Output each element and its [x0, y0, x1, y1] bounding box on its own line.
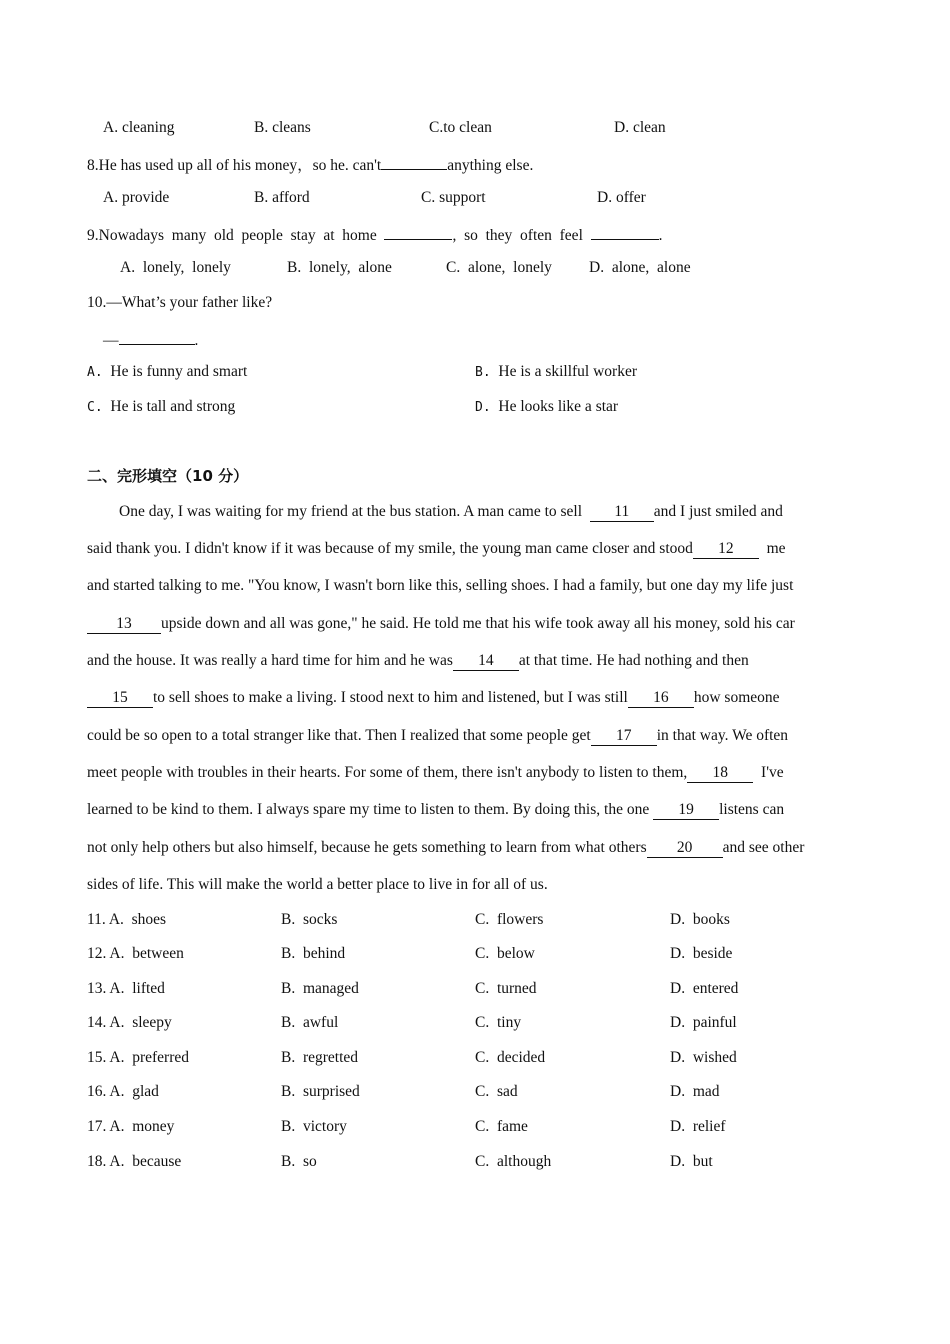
q8-option-a[interactable]: A. provide: [103, 189, 170, 206]
q8-options: [87, 188, 867, 208]
passage-text: listens can: [719, 801, 785, 818]
passage-text: One day, I was waiting for my friend at the bus station. A man came to sell: [119, 503, 586, 520]
answer-option-d[interactable]: D. relief: [670, 1118, 726, 1135]
q8-prefix: 8.He has used up all of his money，so he. can't: [87, 157, 382, 174]
passage-text: I've: [753, 764, 784, 781]
q10-option-c-letter: C.: [87, 400, 103, 415]
q10-option-d-text: He looks like a star: [498, 398, 619, 415]
passage-text: me: [758, 540, 786, 557]
passage-text: to sell shoes to make a living. I stood next to him and listened, but I was still: [153, 689, 628, 706]
answer-option-a[interactable]: 16. A. glad: [87, 1083, 159, 1100]
passage-text: and the house. It was really a hard time for him and he was: [87, 652, 453, 669]
passage-line-6: [87, 688, 780, 708]
q10-period: .: [194, 332, 199, 349]
q9-option-c[interactable]: C. alone, lonely: [446, 259, 552, 276]
passage-text: upside down and all was gone," he said. He told me that his wife took away all his money, sold his car: [161, 615, 795, 632]
answer-option-b[interactable]: B. surprised: [281, 1083, 360, 1100]
passage-text: and see other: [722, 839, 805, 856]
passage-text: not only help others but also himself, because he gets something to learn from what others: [87, 839, 647, 856]
blank-18[interactable]: 18: [687, 764, 753, 783]
q9-option-a[interactable]: A. lonely, lonely: [120, 259, 231, 276]
answer-row: [87, 979, 867, 999]
answer-option-c[interactable]: C. decided: [475, 1049, 546, 1066]
answer-option-c[interactable]: C. turned: [475, 980, 537, 997]
q9-question: [87, 223, 663, 246]
answer-option-a[interactable]: 13. A. lifted: [87, 980, 165, 997]
q8-option-c[interactable]: C. support: [421, 189, 486, 206]
q8-question: [87, 153, 533, 176]
answer-option-b[interactable]: B. behind: [281, 945, 346, 962]
q8-option-b[interactable]: B. afford: [254, 189, 310, 206]
answer-option-a[interactable]: 15. A. preferred: [87, 1049, 189, 1066]
answer-option-d[interactable]: D. wished: [670, 1049, 737, 1066]
q10-option-b[interactable]: [475, 362, 637, 383]
answer-row: [87, 1117, 867, 1137]
q9-blank-2[interactable]: [591, 223, 659, 240]
blank-12[interactable]: 12: [693, 540, 759, 559]
answer-option-d[interactable]: D. books: [670, 911, 730, 928]
answer-row: [87, 1082, 867, 1102]
passage-text: in that way. We often: [656, 727, 789, 744]
answer-option-b[interactable]: B. so: [281, 1153, 317, 1170]
passage-line-3: and started talking to me. "You know, I wasn't born like this, selling shoes. I had a family, but one day my life just: [87, 577, 794, 594]
q10-question: 10.—What’s your father like?: [87, 294, 273, 311]
answer-option-b[interactable]: B. managed: [281, 980, 359, 997]
answer-option-d[interactable]: D. painful: [670, 1014, 737, 1031]
passage-line-10: [87, 838, 804, 858]
answer-row: [87, 944, 867, 964]
passage-line-5: [87, 651, 749, 671]
q9-option-b[interactable]: B. lonely, alone: [287, 259, 392, 276]
answer-option-a[interactable]: 12. A. between: [87, 945, 184, 962]
q9-options: [87, 258, 867, 278]
answer-row: [87, 1152, 867, 1172]
passage-text: said thank you. I didn't know if it was because of my smile, the young man came closer and stood: [87, 540, 693, 557]
passage-text: learned to be kind to them. I always spare my time to listen to them. By doing this, the one: [87, 801, 654, 818]
q10-option-d-letter: D.: [475, 400, 491, 415]
answer-option-a[interactable]: 11. A. shoes: [87, 911, 167, 928]
passage-line-9: [87, 800, 784, 820]
q10-option-a-letter: A.: [87, 365, 103, 380]
answer-option-b[interactable]: B. awful: [281, 1014, 339, 1031]
blank-16[interactable]: 16: [628, 689, 694, 708]
answer-option-a[interactable]: 17. A. money: [87, 1118, 175, 1135]
answer-option-d[interactable]: D. mad: [670, 1083, 720, 1100]
passage-text: meet people with troubles in their hearts. For some of them, there isn't anybody to listen to them,: [87, 764, 688, 781]
q9-prefix: 9.Nowadays many old people stay at home: [87, 227, 377, 244]
answer-option-c[interactable]: C. although: [475, 1153, 552, 1170]
q8-suffix: anything else.: [447, 157, 534, 174]
answer-row: [87, 1048, 867, 1068]
q10-blank[interactable]: [119, 328, 195, 345]
passage-line-11: sides of life. This will make the world a better place to live in for all of us.: [87, 876, 548, 893]
blank-20[interactable]: 20: [647, 839, 723, 858]
answer-option-a[interactable]: 14. A. sleepy: [87, 1014, 172, 1031]
answer-option-b[interactable]: B. victory: [281, 1118, 347, 1135]
q9-option-d[interactable]: D. alone, alone: [589, 259, 691, 276]
answer-option-d[interactable]: D. entered: [670, 980, 739, 997]
passage-text: and I just smiled and: [653, 503, 783, 520]
passage-line-1: [119, 502, 783, 522]
blank-15[interactable]: 15: [87, 689, 153, 708]
q9-blank-1[interactable]: [384, 223, 452, 240]
q7-options: [87, 118, 867, 138]
answer-row: [87, 1013, 867, 1033]
section-2-title: 二、完形填空（10 分）: [87, 467, 249, 485]
q10-option-b-text: He is a skillful worker: [498, 363, 638, 380]
q10-dash: —: [103, 332, 119, 349]
q10-option-c-text: He is tall and strong: [110, 398, 236, 415]
answer-option-c[interactable]: C. below: [475, 945, 535, 962]
q8-blank[interactable]: [381, 153, 447, 170]
blank-11[interactable]: 11: [590, 503, 654, 522]
answer-option-c[interactable]: C. sad: [475, 1083, 518, 1100]
q10-option-a[interactable]: [87, 362, 247, 383]
answer-option-c[interactable]: C. fame: [475, 1118, 528, 1135]
passage-text: at that time. He had nothing and then: [518, 652, 749, 669]
passage-text: could be so open to a total stranger like that. Then I realized that some people get: [87, 727, 591, 744]
q9-suffix: .: [658, 227, 663, 244]
passage-line-7: [87, 726, 788, 746]
q10-option-b-letter: B.: [475, 365, 491, 380]
q10-answer-line: [103, 328, 198, 351]
passage-line-2: [87, 539, 786, 559]
answer-option-b[interactable]: B. socks: [281, 911, 338, 928]
blank-13[interactable]: 13: [87, 615, 161, 634]
q8-option-d[interactable]: D. offer: [597, 189, 646, 206]
answer-option-c[interactable]: C. flowers: [475, 911, 544, 928]
passage-line-8: [87, 763, 784, 783]
answer-option-b[interactable]: B. regretted: [281, 1049, 359, 1066]
answer-option-d[interactable]: D. but: [670, 1153, 713, 1170]
blank-19[interactable]: 19: [653, 801, 719, 820]
q9-mid: , so they often feel: [452, 227, 583, 244]
answer-option-a[interactable]: 18. A. because: [87, 1153, 182, 1170]
q10-option-d[interactable]: [475, 397, 618, 418]
answer-option-d[interactable]: D. beside: [670, 945, 733, 962]
blank-14[interactable]: 14: [453, 652, 519, 671]
answer-row: [87, 910, 867, 930]
q10-option-a-text: He is funny and smart: [110, 363, 248, 380]
q7-option-a[interactable]: A. cleaning: [103, 119, 175, 136]
answer-option-c[interactable]: C. tiny: [475, 1014, 522, 1031]
q7-option-b[interactable]: B. cleans: [254, 119, 311, 136]
passage-text: how someone: [693, 689, 780, 706]
passage-line-4: [87, 614, 795, 634]
q7-option-d[interactable]: D. clean: [614, 119, 666, 136]
blank-17[interactable]: 17: [591, 727, 657, 746]
q7-option-c[interactable]: C.to clean: [429, 119, 492, 136]
q10-option-c[interactable]: [87, 397, 235, 418]
